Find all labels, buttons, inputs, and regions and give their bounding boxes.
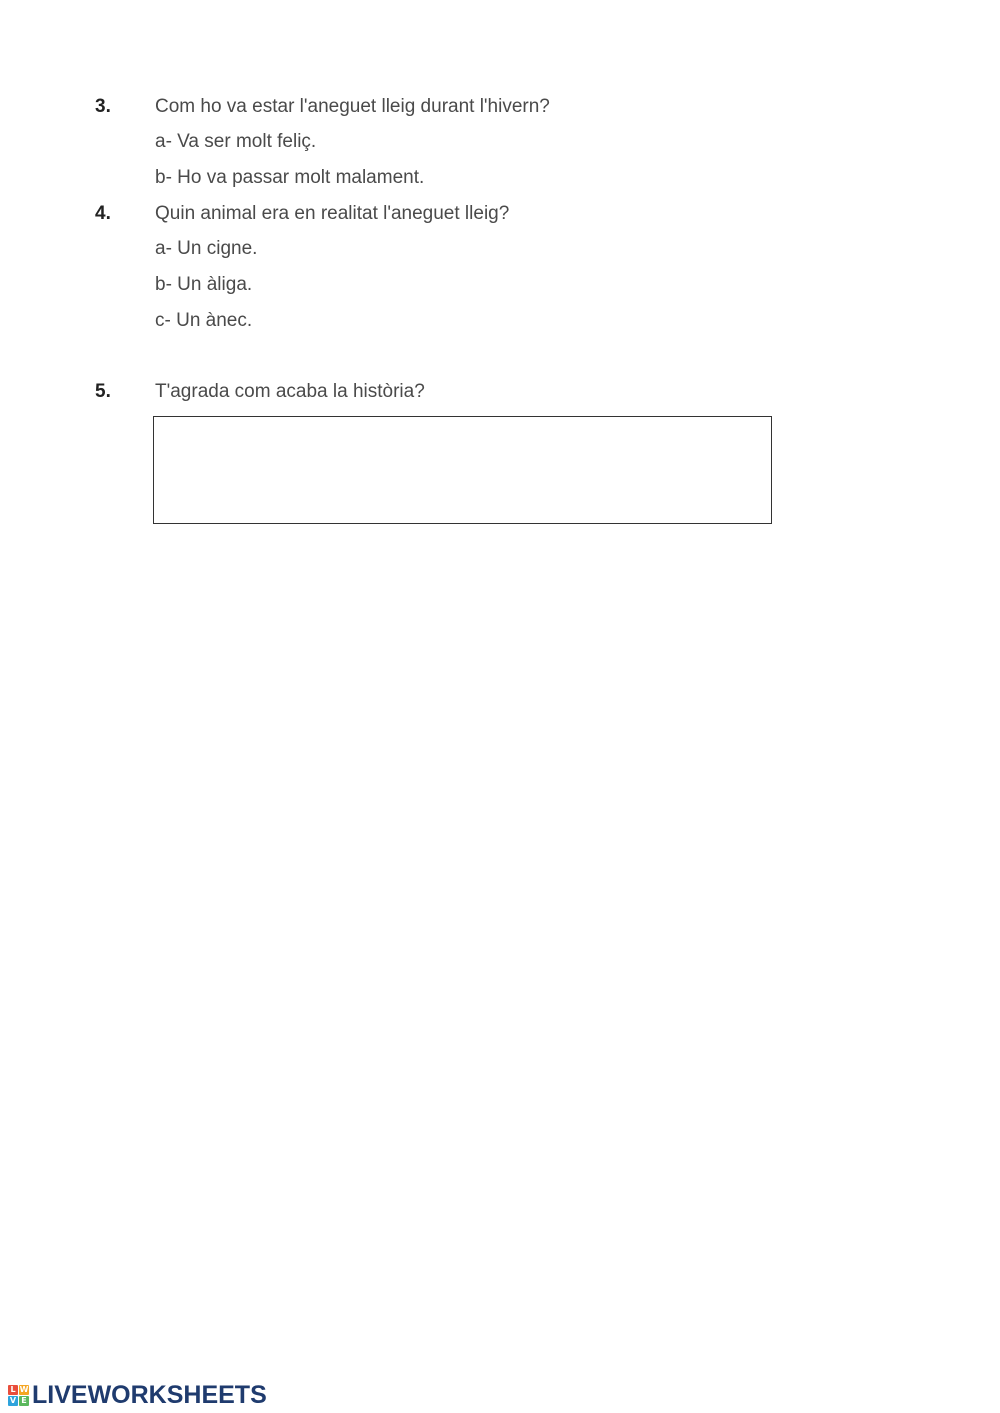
question-3-text: Com ho va estar l'aneguet lleig durant l'hivern? [155,96,550,117]
logo-mark-tile: W [19,1384,29,1394]
question-4-option-a[interactable]: a- Un cigne. [155,238,258,259]
logo-mark-tile: V [9,1395,17,1405]
question-4-text: Quin animal era en realitat l'aneguet lleig? [155,203,510,224]
question-5-answer-box[interactable] [153,416,772,524]
question-4-option-b[interactable]: b- Un àliga. [155,274,253,295]
logo-text: LIVEWORKSHEETS [32,1380,267,1409]
logo-mark-tile: L [8,1385,18,1395]
question-4-option-c[interactable]: c- Un ànec. [155,310,253,331]
logo-mark-tile: E [19,1396,29,1406]
question-5-number: 5. [95,381,111,402]
question-3-option-a[interactable]: a- Va ser molt feliç. [155,131,317,152]
logo-mark-icon [8,1385,29,1406]
question-3-number: 3. [95,96,111,117]
question-5-text: T'agrada com acaba la història? [155,381,425,402]
question-4-number: 4. [95,203,111,224]
question-3-option-b[interactable]: b- Ho va passar molt malament. [155,167,425,188]
liveworksheets-logo [8,1381,267,1409]
